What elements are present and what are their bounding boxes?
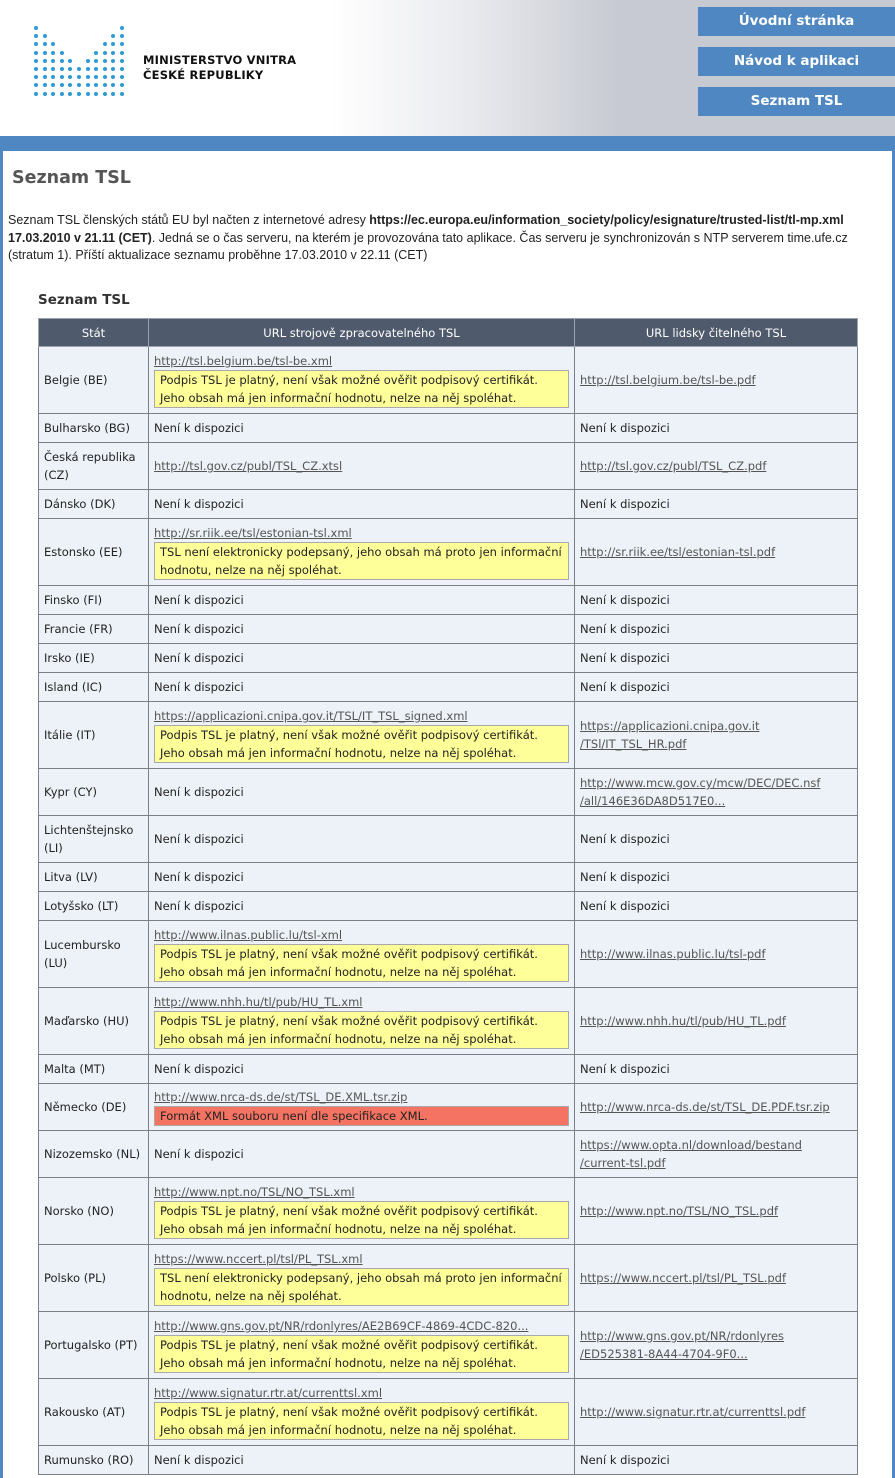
machine-url-cell [149, 921, 575, 988]
human-url-cell [575, 519, 858, 586]
logo-dot [34, 51, 38, 55]
human-url-cell [575, 347, 858, 414]
signature-warning-note: Podpis TSL je platný, není však možné ověřit podpisový certifikát. Jeho obsah má jen informační hodnotu, nelze na něj spoléhat. [154, 370, 569, 408]
machine-url-link[interactable]: http://tsl.gov.cz/publ/TSL_CZ.xtsl [154, 459, 343, 473]
not-available-text: Není k dispozici [154, 421, 244, 435]
logo-dot [60, 59, 64, 63]
not-available-text: Není k dispozici [154, 832, 244, 846]
logo-dot [120, 67, 124, 71]
machine-url-link[interactable]: http://www.nrca-ds.de/st/TSL_DE.XML.tsr.zip [154, 1090, 408, 1104]
logo-dot [51, 83, 55, 87]
logo-dot [86, 75, 90, 79]
table-row [39, 490, 858, 519]
machine-url-cell [149, 892, 575, 921]
machine-url-link[interactable]: http://www.ilnas.public.lu/tsl-xml [154, 928, 343, 942]
logo-line-2: ČESKÉ REPUBLIKY [143, 68, 264, 82]
table-row [39, 1379, 858, 1446]
logo-dot [94, 67, 98, 71]
country-cell: Irsko (IE) [39, 644, 149, 673]
not-available-text: Není k dispozici [580, 421, 670, 435]
country-cell: Rakousko (AT) [39, 1379, 149, 1446]
machine-url-cell [149, 1446, 575, 1475]
country-cell: Malta (MT) [39, 1055, 149, 1084]
human-url-link[interactable]: http://sr.riik.ee/tsl/estonian-tsl.pdf [580, 545, 776, 559]
not-available-text: Není k dispozici [154, 651, 244, 665]
signature-warning-note: Podpis TSL je platný, není však možné ověřit podpisový certifikát. Jeho obsah má jen informační hodnotu, nelze na něj spoléhat. [154, 1011, 569, 1049]
machine-url-cell [149, 1379, 575, 1446]
human-url-cell [575, 1131, 858, 1178]
table-row [39, 644, 858, 673]
logo-text [143, 53, 296, 83]
intro-text-1: Seznam TSL členských států EU byl načten z internetové adresy [8, 213, 370, 227]
logo-dot [120, 51, 124, 55]
logo-dot [111, 42, 115, 46]
logo-dot [86, 67, 90, 71]
logo-dot [111, 34, 115, 38]
signature-warning-note: TSL není elektronicky podepsaný, jeho obsah má proto jen informační hodnotu, nelze na něj spoléhat. [154, 1268, 569, 1306]
logo-dot [34, 34, 38, 38]
machine-url-cell [149, 414, 575, 443]
country-cell: Belgie (BE) [39, 347, 149, 414]
logo-dot [103, 83, 107, 87]
logo-dot [43, 42, 47, 46]
machine-url-cell [149, 673, 575, 702]
table-row [39, 816, 858, 863]
not-available-text: Není k dispozici [154, 785, 244, 799]
table-row [39, 586, 858, 615]
human-url-cell [575, 490, 858, 519]
logo-dot [51, 75, 55, 79]
human-url-link[interactable]: https://www.opta.nl/download/bestand /current-tsl.pdf [580, 1138, 802, 1170]
not-available-text: Není k dispozici [154, 870, 244, 884]
country-cell: Nizozemsko (NL) [39, 1131, 149, 1178]
human-url-cell [575, 644, 858, 673]
table-row [39, 414, 858, 443]
country-cell: Lucembursko (LU) [39, 921, 149, 988]
logo-dot [77, 83, 81, 87]
human-url-cell [575, 702, 858, 769]
header-divider [0, 136, 895, 151]
logo-dot [43, 83, 47, 87]
logo-dot [120, 59, 124, 63]
machine-url-cell [149, 519, 575, 586]
logo-dot [77, 92, 81, 96]
machine-url-cell [149, 1055, 575, 1084]
logo-dot [43, 34, 47, 38]
page-title: Seznam TSL [12, 168, 131, 188]
human-url-link[interactable]: http://www.gns.gov.pt/NR/rdonlyres /ED525381-8A44-4704-9F0... [580, 1329, 785, 1361]
not-available-text: Není k dispozici [580, 899, 670, 913]
table-row [39, 1178, 858, 1245]
table-row [39, 615, 858, 644]
human-url-link[interactable]: https://www.nccert.pl/tsl/PL_TSL.pdf [580, 1271, 787, 1285]
logo-dot [94, 92, 98, 96]
logo-dot [51, 42, 55, 46]
table-row [39, 769, 858, 816]
logo-dot [51, 67, 55, 71]
table-header-row [39, 319, 858, 347]
logo-dot [111, 83, 115, 87]
logo-dot [34, 83, 38, 87]
logo-dot [120, 83, 124, 87]
not-available-text: Není k dispozici [580, 497, 670, 511]
intro-load-date: 17.03.2010 v 21.11 (CET) [8, 230, 152, 245]
human-url-cell [575, 1084, 858, 1131]
machine-url-cell [149, 347, 575, 414]
machine-url-cell [149, 863, 575, 892]
human-url-cell [575, 414, 858, 443]
table-row [39, 1084, 858, 1131]
logo-dot [34, 75, 38, 79]
not-available-text: Není k dispozici [154, 593, 244, 607]
country-cell: Lichtenštejnsko (LI) [39, 816, 149, 863]
human-url-cell [575, 988, 858, 1055]
country-cell: Lotyšsko (LT) [39, 892, 149, 921]
not-available-text: Není k dispozici [154, 497, 244, 511]
machine-url-cell [149, 490, 575, 519]
logo-dot [111, 51, 115, 55]
logo-dot [111, 75, 115, 79]
logo-dot [111, 92, 115, 96]
logo-dot [60, 51, 64, 55]
machine-url-link[interactable]: https://applicazioni.cnipa.gov.it/TSL/IT_TSL_signed.xml [154, 709, 468, 723]
machine-url-cell [149, 988, 575, 1055]
human-url-cell [575, 1446, 858, 1475]
machine-url-link[interactable]: http://tsl.belgium.be/tsl-be.xml [154, 354, 333, 368]
logo-dot [120, 34, 124, 38]
machine-url-link[interactable]: http://www.signatur.rtr.at/currenttsl.xml [154, 1386, 383, 1400]
table-row [39, 1446, 858, 1475]
logo-line-1: MINISTERSTVO VNITRA [143, 53, 297, 67]
logo-dot [111, 67, 115, 71]
logo-dot [34, 26, 38, 30]
human-url-cell [575, 443, 858, 490]
logo-dot [34, 59, 38, 63]
country-cell: Finsko (FI) [39, 586, 149, 615]
not-available-text: Není k dispozici [580, 593, 670, 607]
table-row [39, 863, 858, 892]
logo-dot [86, 83, 90, 87]
human-url-cell [575, 673, 858, 702]
logo-dot [86, 92, 90, 96]
human-url-cell [575, 615, 858, 644]
machine-url-cell [149, 586, 575, 615]
machine-url-cell [149, 615, 575, 644]
not-available-text: Není k dispozici [580, 622, 670, 636]
logo-dot [43, 67, 47, 71]
table-row [39, 1131, 858, 1178]
signature-warning-note: Podpis TSL je platný, není však možné ověřit podpisový certifikát. Jeho obsah má jen informační hodnotu, nelze na něj spoléhat. [154, 725, 569, 763]
table-row [39, 347, 858, 414]
country-cell: Dánsko (DK) [39, 490, 149, 519]
logo-dot [120, 26, 124, 30]
logo-dot [34, 67, 38, 71]
logo-dot [51, 92, 55, 96]
country-cell: Portugalsko (PT) [39, 1312, 149, 1379]
not-available-text: Není k dispozici [154, 1062, 244, 1076]
signature-warning-note: Podpis TSL je platný, není však možné ověřit podpisový certifikát. Jeho obsah má jen informační hodnotu, nelze na něj spoléhat. [154, 944, 569, 982]
human-url-cell [575, 1055, 858, 1084]
logo-dot [68, 92, 72, 96]
table-row [39, 443, 858, 490]
logo-dot [43, 92, 47, 96]
country-cell: Maďarsko (HU) [39, 988, 149, 1055]
human-url-cell [575, 586, 858, 615]
country-cell: Francie (FR) [39, 615, 149, 644]
intro-paragraph [8, 212, 868, 265]
machine-url-link[interactable]: http://www.npt.no/TSL/NO_TSL.xml [154, 1185, 355, 1199]
machine-url-cell [149, 1178, 575, 1245]
logo-dot [60, 83, 64, 87]
country-cell: Polsko (PL) [39, 1245, 149, 1312]
human-url-cell [575, 1245, 858, 1312]
logo-dot [43, 51, 47, 55]
ministry-logo-icon[interactable] [34, 26, 129, 98]
table-row [39, 1245, 858, 1312]
table-row [39, 1312, 858, 1379]
country-cell: Island (IC) [39, 673, 149, 702]
machine-url-cell [149, 1084, 575, 1131]
machine-url-cell [149, 769, 575, 816]
human-url-link[interactable]: http://www.ilnas.public.lu/tsl-pdf [580, 947, 766, 961]
not-available-text: Není k dispozici [154, 1147, 244, 1161]
human-url-link[interactable]: http://tsl.belgium.be/tsl-be.pdf [580, 373, 756, 387]
machine-url-cell [149, 1312, 575, 1379]
intro-text-2: . Jedná se o čas serveru, na kterém je provozována tato aplikace. Čas serveru je synchronizován s NTP serverem time.ufe.cz (stratum 1). Příští aktualizace seznamu proběhne 17.03.2010 v 22.11 (CET) [8, 230, 848, 262]
nav-guide-button[interactable]: Návod k aplikaci [698, 47, 895, 76]
logo-dot [68, 59, 72, 63]
logo-dot [68, 83, 72, 87]
not-available-text: Není k dispozici [154, 899, 244, 913]
logo-dot [60, 75, 64, 79]
human-url-cell [575, 1178, 858, 1245]
machine-url-link[interactable]: http://sr.riik.ee/tsl/estonian-tsl.xml [154, 526, 352, 540]
logo-dot [103, 75, 107, 79]
machine-url-cell [149, 1245, 575, 1312]
signature-warning-note: Podpis TSL je platný, není však možné ověřit podpisový certifikát. Jeho obsah má jen informační hodnotu, nelze na něj spoléhat. [154, 1335, 569, 1373]
country-cell: Itálie (IT) [39, 702, 149, 769]
table-row [39, 1055, 858, 1084]
human-url-link[interactable]: http://tsl.gov.cz/publ/TSL_CZ.pdf [580, 459, 767, 473]
logo-dot [51, 59, 55, 63]
not-available-text: Není k dispozici [580, 870, 670, 884]
country-cell: Norsko (NO) [39, 1178, 149, 1245]
not-available-text: Není k dispozici [580, 1453, 670, 1467]
left-border [0, 151, 3, 1478]
logo-dot [51, 51, 55, 55]
intro-source-url: https://ec.europa.eu/information_society/policy/esignature/trusted-list/tl-mp.xml [369, 213, 844, 227]
signature-warning-note: Podpis TSL je platný, není však možné ověřit podpisový certifikát. Jeho obsah má jen informační hodnotu, nelze na něj spoléhat. [154, 1201, 569, 1239]
logo-dot [34, 42, 38, 46]
logo-dot [94, 75, 98, 79]
country-cell: Německo (DE) [39, 1084, 149, 1131]
logo-dot [60, 67, 64, 71]
logo-dot [43, 59, 47, 63]
nav-tsl-list-button[interactable]: Seznam TSL [698, 87, 895, 116]
machine-url-link[interactable]: http://www.nhh.hu/tl/pub/HU_TL.xml [154, 995, 363, 1009]
not-available-text: Není k dispozici [580, 832, 670, 846]
human-url-link[interactable]: http://www.nhh.hu/tl/pub/HU_TL.pdf [580, 1014, 786, 1028]
column-header-machine-url: URL strojově zpracovatelného TSL [149, 319, 575, 347]
table-row [39, 519, 858, 586]
logo-dot [77, 75, 81, 79]
human-url-link[interactable]: http://www.nrca-ds.de/st/TSL_DE.PDF.tsr.zip [580, 1100, 830, 1114]
logo-dot [68, 75, 72, 79]
machine-url-cell [149, 702, 575, 769]
table-row [39, 988, 858, 1055]
machine-url-link[interactable]: https://www.nccert.pl/tsl/PL_TSL.xml [154, 1252, 363, 1266]
table-row [39, 921, 858, 988]
not-available-text: Není k dispozici [580, 1062, 670, 1076]
logo-dot [68, 67, 72, 71]
machine-url-cell [149, 443, 575, 490]
logo-dot [94, 51, 98, 55]
logo-dot [103, 51, 107, 55]
table-row [39, 892, 858, 921]
human-url-link[interactable]: http://www.npt.no/TSL/NO_TSL.pdf [580, 1204, 779, 1218]
signature-warning-note: TSL není elektronicky podepsaný, jeho obsah má proto jen informační hodnotu, nelze na něj spoléhat. [154, 542, 569, 580]
not-available-text: Není k dispozici [154, 622, 244, 636]
column-header-human-url: URL lidsky čitelného TSL [575, 319, 858, 347]
machine-url-link[interactable]: http://www.gns.gov.pt/NR/rdonlyres/AE2B69CF-4869-4CDC-820... [154, 1319, 529, 1333]
column-header-country: Stát [39, 319, 149, 347]
human-url-cell [575, 1312, 858, 1379]
not-available-text: Není k dispozici [580, 680, 670, 694]
logo-dot [103, 42, 107, 46]
table-row [39, 673, 858, 702]
logo-dot [111, 59, 115, 63]
format-error-note: Formát XML souboru není dle specifikace XML. [154, 1106, 569, 1126]
machine-url-cell [149, 1131, 575, 1178]
human-url-cell [575, 1379, 858, 1446]
logo-dot [120, 92, 124, 96]
logo-dot [86, 59, 90, 63]
country-cell: Bulharsko (BG) [39, 414, 149, 443]
human-url-link[interactable]: http://www.signatur.rtr.at/currenttsl.pdf [580, 1405, 806, 1419]
logo-dot [34, 92, 38, 96]
not-available-text: Není k dispozici [154, 680, 244, 694]
country-cell: Česká republika (CZ) [39, 443, 149, 490]
machine-url-cell [149, 816, 575, 863]
human-url-link[interactable]: http://www.mcw.gov.cy/mcw/DEC/DEC.nsf /all/146E36DA8D517E0... [580, 776, 821, 808]
human-url-cell [575, 892, 858, 921]
logo-dot [103, 67, 107, 71]
section-title: Seznam TSL [38, 292, 130, 308]
not-available-text: Není k dispozici [580, 651, 670, 665]
not-available-text: Není k dispozici [154, 1453, 244, 1467]
logo-dot [60, 92, 64, 96]
human-url-cell [575, 769, 858, 816]
logo-dot [103, 59, 107, 63]
human-url-cell [575, 921, 858, 988]
logo-dot [103, 92, 107, 96]
tsl-table [38, 318, 858, 1475]
human-url-cell [575, 816, 858, 863]
logo-dot [120, 42, 124, 46]
signature-warning-note: Podpis TSL je platný, není však možné ověřit podpisový certifikát. Jeho obsah má jen informační hodnotu, nelze na něj spoléhat. [154, 1402, 569, 1440]
nav-home-button[interactable]: Úvodní stránka [698, 7, 895, 36]
page-header [0, 0, 895, 136]
logo-dot [94, 83, 98, 87]
country-cell: Estonsko (EE) [39, 519, 149, 586]
machine-url-cell [149, 644, 575, 673]
table-row [39, 702, 858, 769]
logo-dot [43, 75, 47, 79]
country-cell: Rumunsko (RO) [39, 1446, 149, 1475]
logo-dot [120, 75, 124, 79]
logo-dot [77, 67, 81, 71]
country-cell: Kypr (CY) [39, 769, 149, 816]
country-cell: Litva (LV) [39, 863, 149, 892]
human-url-link[interactable]: https://applicazioni.cnipa.gov.it /TSl/IT_TSL_HR.pdf [580, 719, 760, 751]
human-url-cell [575, 863, 858, 892]
logo-dot [94, 59, 98, 63]
